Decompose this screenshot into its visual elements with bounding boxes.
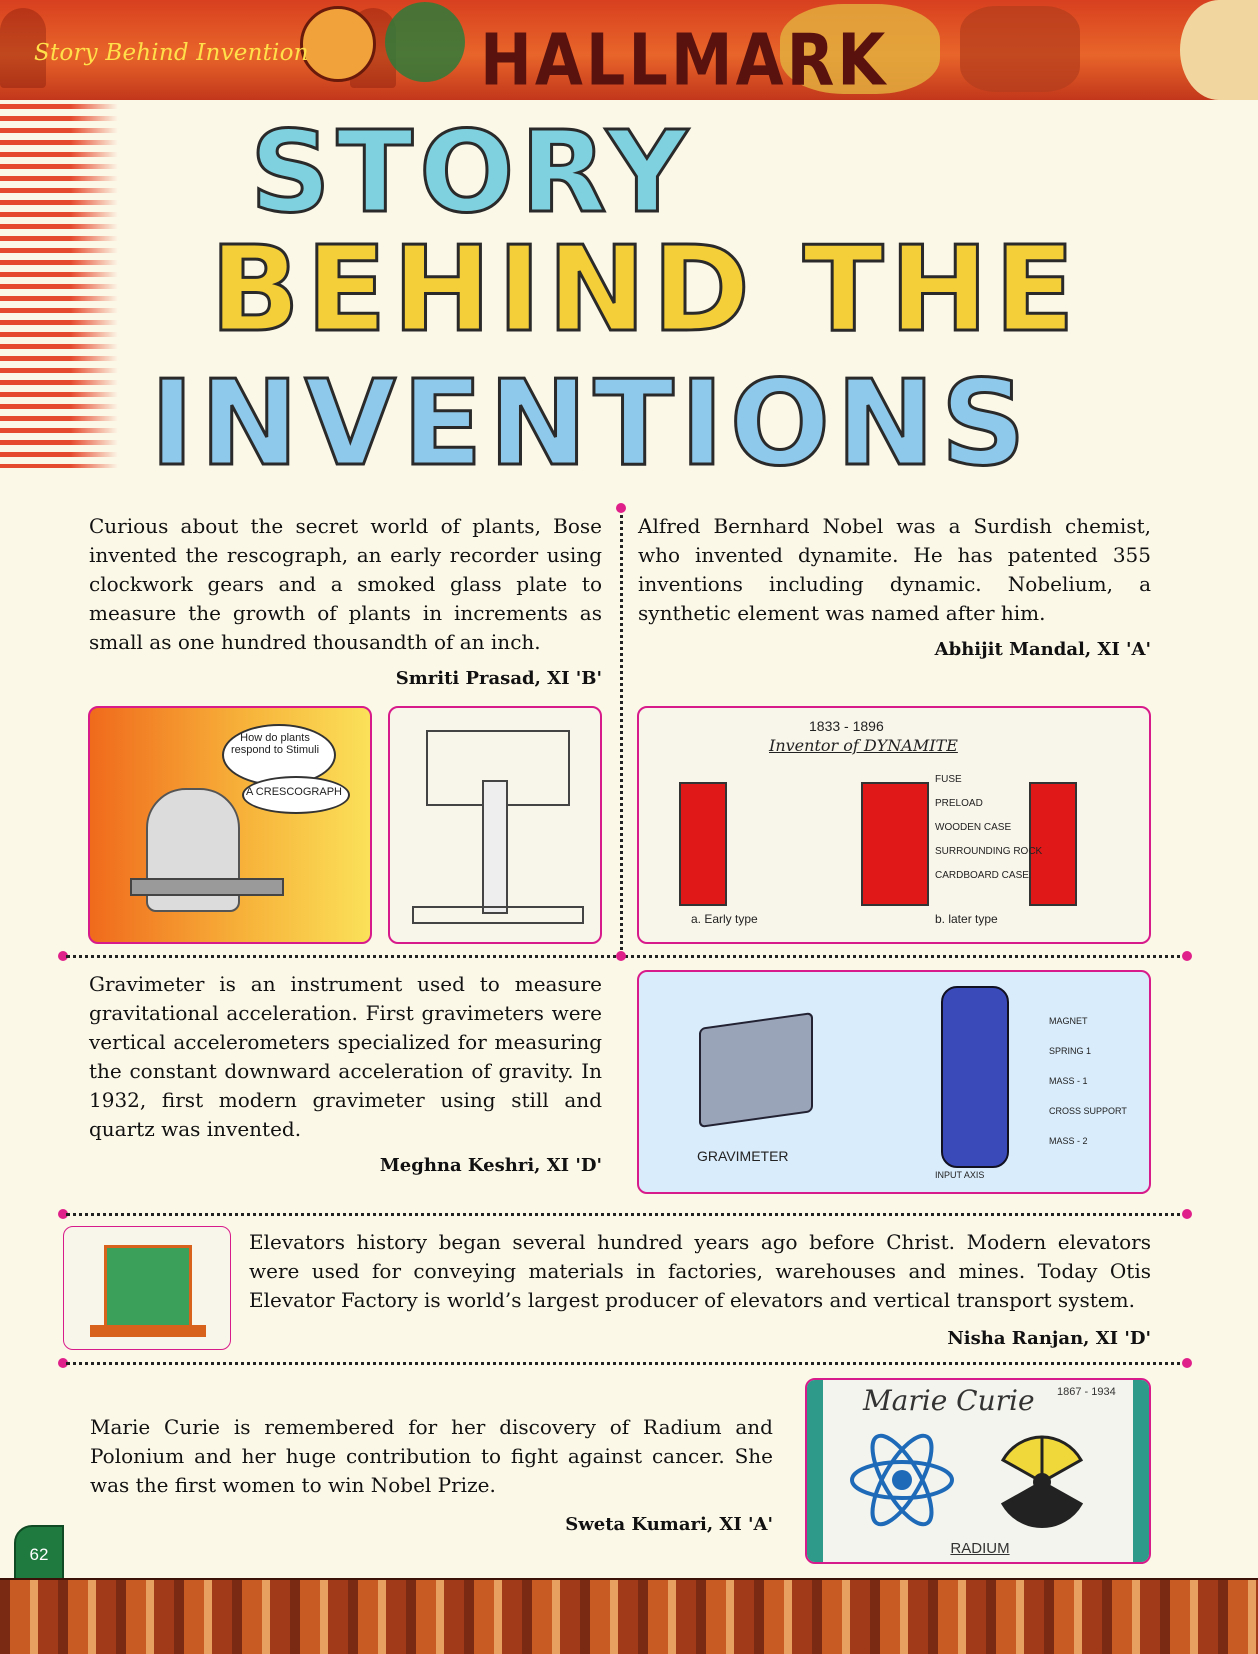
side-stripes (0, 104, 118, 468)
article-curie-author: Sweta Kumari, XI 'A' (565, 1514, 773, 1535)
section-divider (66, 1362, 1188, 1365)
article-nobel-author: Abhijit Mandal, XI 'A' (934, 639, 1151, 660)
footer-banner (0, 1580, 1258, 1654)
dynamite-later-label: b. later type (935, 912, 998, 926)
peacock-illustration (385, 2, 465, 82)
dynamite-heading: Inventor of DYNAMITE (769, 736, 958, 755)
magazine-title: HALLMARK (480, 18, 889, 102)
title-line-story: STORY (250, 108, 694, 238)
curie-years: 1867 - 1934 (1057, 1386, 1116, 1398)
title-line-inventions: INVENTIONS (150, 354, 1032, 492)
article-gravimeter-text: Gravimeter is an instrument used to measure gravitational acceleration. First gravimeters were vertical accelerometers specialized for measuring the constant downward acceleration of gravity. In 1932, first modern gravimeter using still and quartz was invented. (89, 972, 602, 1141)
speech-bubble-text: A CRESCOGRAPH (246, 786, 342, 798)
elevator-illustration (63, 1226, 231, 1350)
crescograph-illustration (388, 706, 602, 944)
gravimeter-illustration (637, 970, 1151, 1194)
article-curie-text: Marie Curie is remembered for her discovery of Radium and Polonium and her huge contribution to fight against cancer. She was the first women to win Nobel Prize. (90, 1415, 773, 1497)
section-divider (66, 955, 1188, 958)
gravimeter-cylinder (941, 986, 1009, 1168)
thought-bubble-text: How do plants respond to Stimuli (230, 732, 320, 756)
gravimeter-label: GRAVIMETER (697, 1148, 789, 1164)
title-line-behind-the: BEHIND THE (210, 220, 1081, 358)
bose-illustration (88, 706, 372, 944)
curie-side-bar (807, 1380, 823, 1564)
bench-figure (130, 878, 284, 896)
face-illustration (300, 6, 376, 82)
crescograph-base (412, 906, 584, 924)
curie-name: Marie Curie (863, 1384, 1035, 1417)
radiation-icon (987, 1432, 1097, 1532)
dancers-illustration (960, 6, 1080, 92)
article-bose-text: Curious about the secret world of plants, Bose invented the rescograph, an early recorder using clockwork gears and a smoked glass plate to measure the growth of plants in increments as small as one hundred thousandth of an inch. (89, 514, 602, 654)
page-number-tab (14, 1525, 64, 1585)
divider-dot (616, 951, 626, 961)
article-bose-author: Smriti Prasad, XI 'B' (395, 668, 602, 689)
dynamite-illustration (637, 706, 1151, 944)
woman-illustration (1180, 0, 1258, 100)
atom-icon (847, 1430, 957, 1530)
crescograph-column (482, 780, 508, 914)
gravimeter-part-labels: MAGNET SPRING 1 MASS - 1 CROSS SUPPORT MASS - 2 (1049, 1016, 1127, 1146)
dynamite-years: 1833 - 1896 (809, 718, 884, 734)
page-title (150, 108, 1080, 500)
divider-dot (1182, 1209, 1192, 1219)
article-elevator-text: Elevators history began several hundred years ago before Christ. Modern elevators were used for conveying materials in factories, warehouses and mines. Today Otis Elevator Factory is world’s largest producer of elevators and vertical transport system. (249, 1230, 1151, 1312)
article-gravimeter-author: Meghna Keshri, XI 'D' (379, 1155, 602, 1176)
article-elevator-author: Nisha Ranjan, XI 'D' (947, 1328, 1151, 1349)
elevator-cage (104, 1245, 192, 1335)
dynamite-later-stick (861, 782, 929, 906)
gravimeter-device (699, 1012, 813, 1128)
dynamite-labels: FUSE PRELOAD WOODEN CASE SURROUNDING ROCK CARDBOARD CASE (935, 774, 1043, 881)
dynamite-early-stick (679, 782, 727, 906)
radium-label: RADIUM (950, 1540, 1010, 1557)
header-banner (0, 0, 1258, 100)
section-divider (66, 1213, 1188, 1216)
column-divider (620, 508, 623, 956)
divider-dot (1182, 1358, 1192, 1368)
divider-dot (616, 503, 626, 513)
dynamite-early-label: a. Early type (691, 912, 758, 926)
divider-dot (1182, 951, 1192, 961)
article-nobel-text: Alfred Bernhard Nobel was a Surdish chemist, who invented dynamite. He has patented 355 inventions including dynamic. Nobelium, a synthetic element was named after him. (638, 514, 1151, 625)
section-label: Story Behind Invention (34, 40, 309, 66)
gravimeter-axis-label: INPUT AXIS (935, 1170, 985, 1180)
curie-side-bar (1133, 1380, 1149, 1564)
curie-illustration (805, 1378, 1151, 1564)
elevator-base (90, 1325, 206, 1337)
page-number: 62 (29, 1545, 49, 1564)
